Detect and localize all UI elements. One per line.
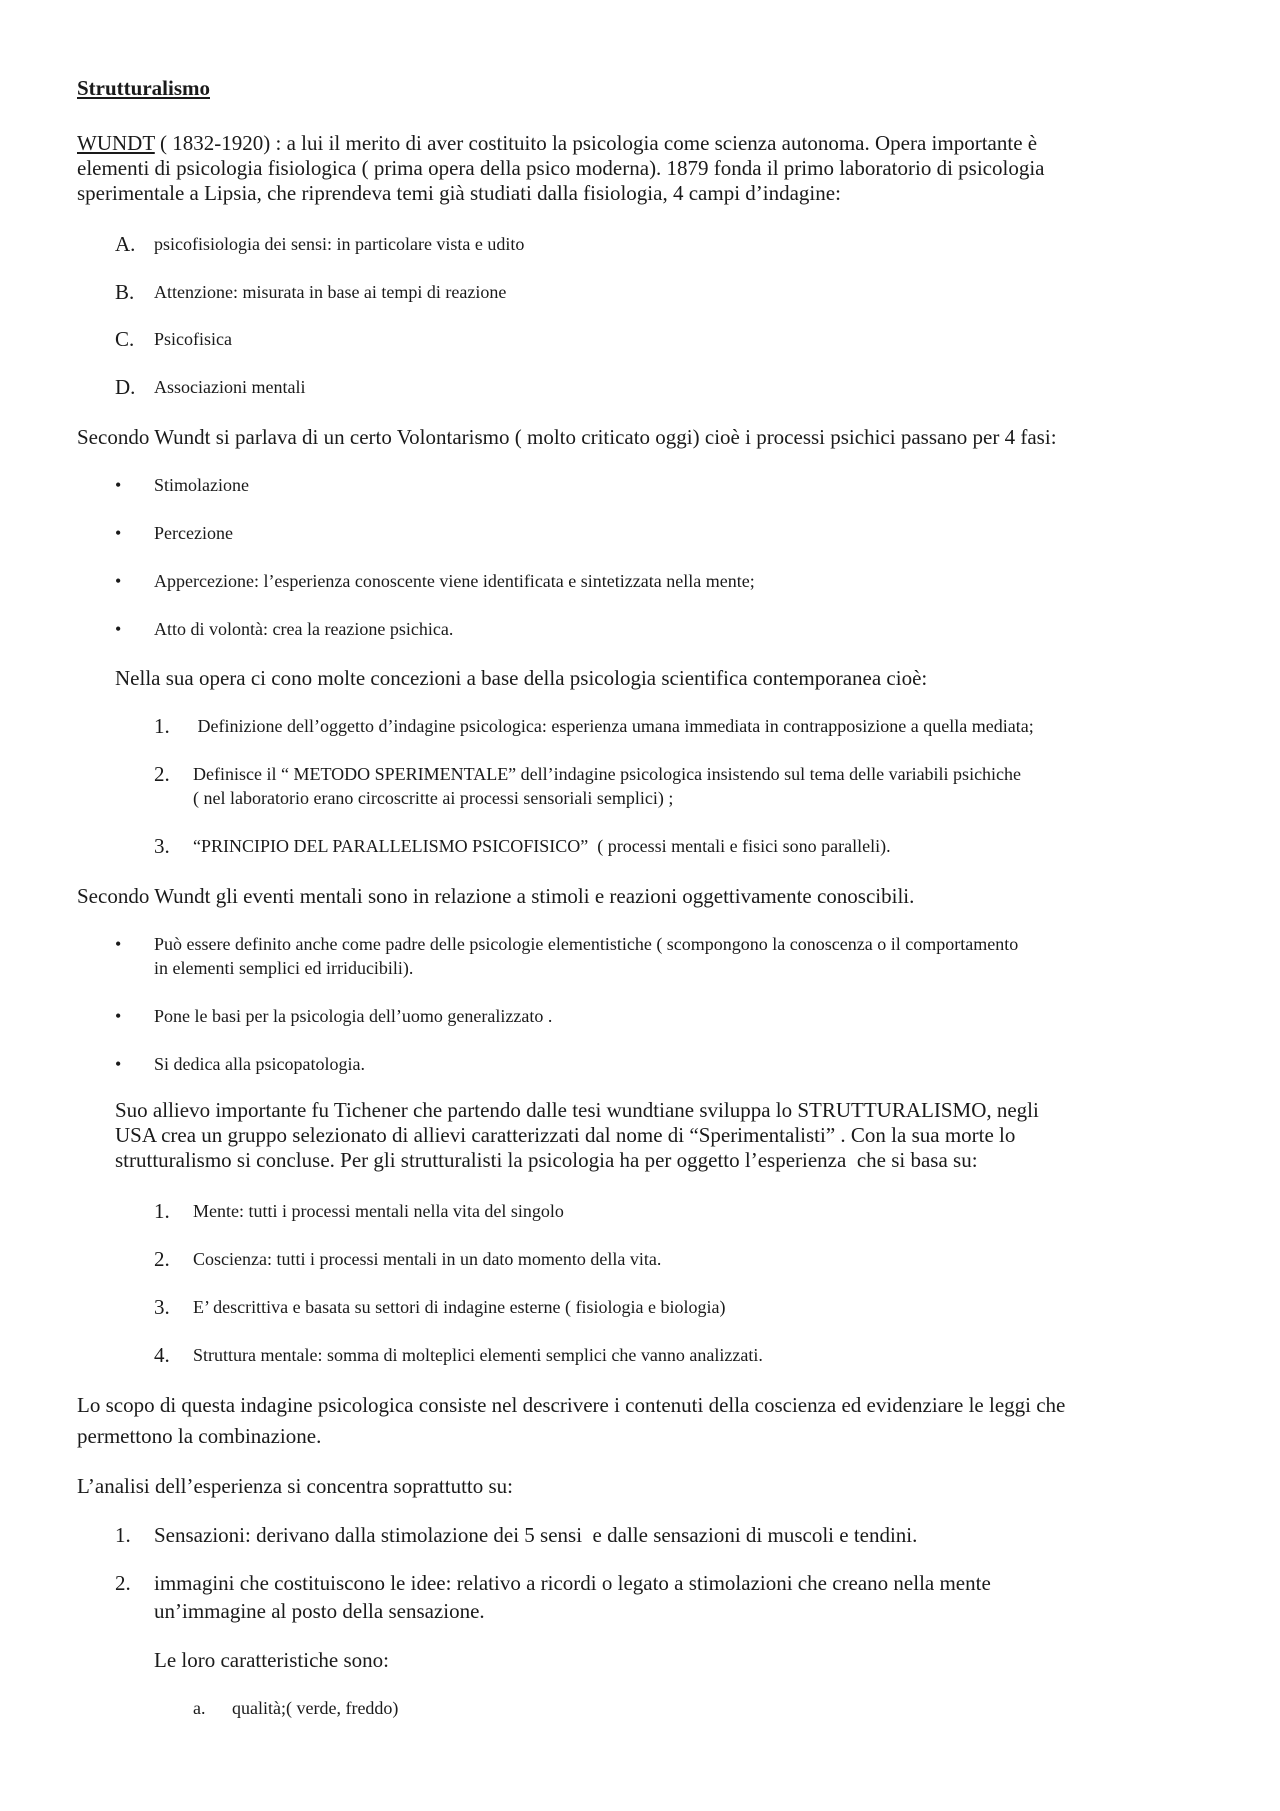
- list-item: Definisce il “ METODO SPERIMENTALE” dell’indagine psicologica insistendo sul tema delle variabili psichiche: [193, 764, 1022, 784]
- list-item: qualità;( verde, freddo): [232, 1698, 399, 1718]
- intro-line-1-rest: ( 1832-1920) : a lui il merito di aver costituito la psicologia come scienza autonoma. Opera importante è: [160, 131, 1038, 155]
- list-item: Appercezione: l’esperienza conoscente viene identificata e sintetizzata nella mente;: [154, 571, 755, 591]
- scopo-line-1: Lo scopo di questa indagine psicologica consiste nel descrivere i contenuti della coscienza ed evidenziare le leggi che: [77, 1393, 1066, 1417]
- list-item: immagini che costituiscono le idee: relativo a ricordi o legato a stimolazioni che creano nella mente: [154, 1571, 991, 1595]
- scopo-line-2: permettono la combinazione.: [77, 1424, 322, 1448]
- list-marker: 1.: [154, 714, 170, 738]
- intro-line-2: elementi di psicologia fisiologica ( prima opera della psico moderna). 1879 fonda il primo laboratorio di psicologia: [77, 156, 1045, 180]
- list-item: Associazioni mentali: [154, 377, 306, 397]
- bullet: •: [115, 934, 122, 954]
- list-item: Struttura mentale: somma di molteplici elementi semplici che vanno analizzati.: [193, 1345, 763, 1365]
- list-item: Mente: tutti i processi mentali nella vita del singolo: [193, 1201, 564, 1221]
- concezioni-intro: Nella sua opera ci cono molte concezioni a base della psicologia scientifica contemporanea cioè:: [115, 666, 928, 690]
- volontarismo-paragraph: Secondo Wundt si parlava di un certo Volontarismo ( molto criticato oggi) cioè i processi psichici passano per 4 fasi:: [77, 425, 1057, 449]
- list-item: E’ descrittiva e basata su settori di indagine esterne ( fisiologia e biologia): [193, 1297, 726, 1317]
- list-marker: 4.: [154, 1343, 170, 1367]
- list-item: Pone le basi per la psicologia dell’uomo generalizzato .: [154, 1006, 553, 1026]
- bullet: •: [115, 619, 122, 639]
- eventi-mentali-paragraph: Secondo Wundt gli eventi mentali sono in relazione a stimoli e reazioni oggettivamente conoscibili.: [77, 884, 915, 908]
- tichener-line-1: Suo allievo importante fu Tichener che partendo dalle tesi wundtiane sviluppa lo STRUTTURALISMO, negli: [115, 1098, 1039, 1122]
- list-item: Definizione dell’oggetto d’indagine psicologica: esperienza umana immediata in contrapposizione a quella mediata;: [193, 716, 1034, 736]
- list-marker: D.: [115, 375, 136, 399]
- list-marker: B.: [115, 280, 135, 304]
- caratteristiche-intro: Le loro caratteristiche sono:: [154, 1648, 389, 1672]
- list-item: Psicofisica: [154, 329, 232, 349]
- bullet: •: [115, 475, 122, 495]
- intro-line-3: sperimentale a Lipsia, che riprendeva temi già studiati dalla fisiologia, 4 campi d’indagine:: [77, 181, 841, 205]
- list-marker: 1.: [154, 1199, 170, 1223]
- list-marker: 2.: [115, 1571, 131, 1595]
- bullet: •: [115, 571, 122, 591]
- document-title: Strutturalismo: [77, 76, 210, 100]
- list-marker: A.: [115, 232, 136, 256]
- list-item: Si dedica alla psicopatologia.: [154, 1054, 365, 1074]
- bullet: •: [115, 1006, 122, 1026]
- list-marker: a.: [193, 1698, 206, 1718]
- analisi-intro: L’analisi dell’esperienza si concentra soprattutto su:: [77, 1474, 513, 1498]
- wundt-name: WUNDT: [77, 131, 155, 155]
- bullet: •: [115, 1054, 122, 1074]
- list-item-continuation: ( nel laboratorio erano circoscritte ai processi sensoriali semplici) ;: [193, 788, 674, 808]
- list-item: Sensazioni: derivano dalla stimolazione dei 5 sensi e dalle sensazioni di muscoli e tendini.: [154, 1523, 918, 1547]
- list-item: Stimolazione: [154, 475, 249, 495]
- list-item: Atto di volontà: crea la reazione psichica.: [154, 619, 454, 639]
- list-marker: 2.: [154, 1247, 170, 1271]
- list-item: Attenzione: misurata in base ai tempi di reazione: [154, 282, 507, 302]
- list-marker: 1.: [115, 1523, 131, 1547]
- list-item: Percezione: [154, 523, 233, 543]
- intro-line-1: [77, 133, 1037, 154]
- list-item: psicofisiologia dei sensi: in particolare vista e udito: [154, 234, 525, 254]
- list-marker: 3.: [154, 1295, 170, 1319]
- list-marker: 2.: [154, 762, 170, 786]
- list-marker: 3.: [154, 834, 170, 858]
- list-item: Può essere definito anche come padre delle psicologie elementistiche ( scompongono la conoscenza o il comportamento: [154, 934, 1019, 954]
- list-item-continuation: in elementi semplici ed irriducibili).: [154, 958, 414, 978]
- bullet: •: [115, 523, 122, 543]
- list-item: “PRINCIPIO DEL PARALLELISMO PSICOFISICO” ( processi mentali e fisici sono paralleli).: [193, 836, 891, 856]
- list-marker: C.: [115, 327, 135, 351]
- tichener-line-3: strutturalismo si concluse. Per gli strutturalisti la psicologia ha per oggetto l’esperienza che si basa su:: [115, 1148, 978, 1172]
- list-item-continuation: un’immagine al posto della sensazione.: [154, 1599, 485, 1623]
- list-item: Coscienza: tutti i processi mentali in un dato momento della vita.: [193, 1249, 662, 1269]
- tichener-line-2: USA crea un gruppo selezionato di allievi caratterizzati dal nome di “Sperimentalisti” . Con la sua morte lo: [115, 1123, 1016, 1147]
